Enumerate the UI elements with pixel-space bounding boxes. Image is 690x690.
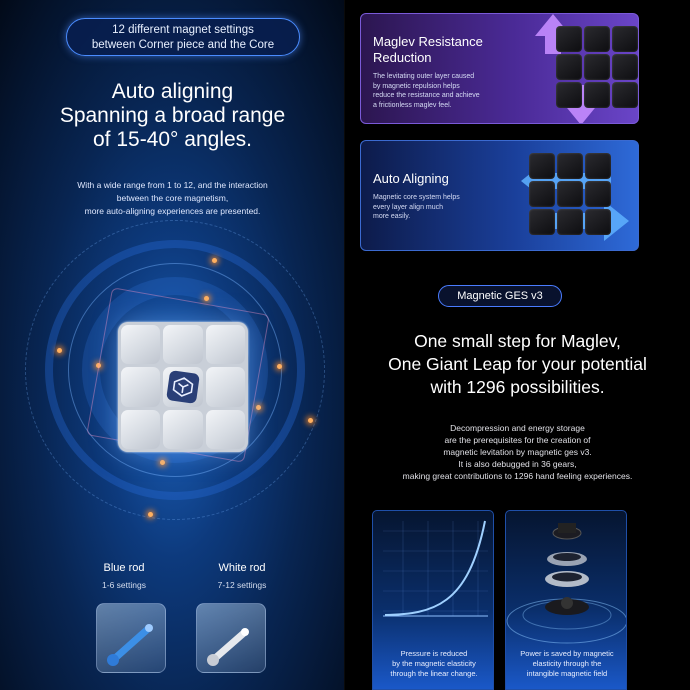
info1-line-1: Pressure is reduced bbox=[400, 649, 468, 658]
spark-dot bbox=[160, 460, 165, 465]
cube-tile bbox=[163, 325, 202, 364]
heading-line-2: Spanning a broad range bbox=[59, 104, 286, 127]
cube-tile bbox=[206, 410, 245, 449]
card2-desc-line-2: every layer align much bbox=[373, 203, 444, 211]
cube-tile bbox=[206, 367, 245, 406]
cube-tile bbox=[163, 410, 202, 449]
right-heading-line-2: One Giant Leap for your potential bbox=[388, 354, 647, 374]
blue-rod-title: Blue rod bbox=[103, 562, 145, 574]
spark-dot bbox=[256, 405, 261, 410]
card1-title-line-1: Maglev Resistance bbox=[373, 34, 483, 49]
info2-line-3: intangible magnetic field bbox=[526, 669, 608, 678]
cube-tile bbox=[206, 325, 245, 364]
badge-line-2: between Corner piece and the Core bbox=[91, 39, 275, 51]
cube-tile bbox=[121, 410, 160, 449]
card2-desc-line-1: Magnetic core system helps bbox=[373, 194, 460, 201]
card2-description bbox=[373, 193, 513, 222]
spark-dot bbox=[57, 348, 62, 353]
maglev-heading bbox=[345, 330, 690, 399]
spark-dot bbox=[277, 364, 282, 369]
auto-aligning-heading bbox=[0, 80, 345, 152]
card1-desc-line-1: The levitating outer layer caused bbox=[373, 73, 475, 80]
right-sub-line-2: are the prerequisites for the creation of bbox=[444, 435, 591, 445]
sub-line-1: With a wide range from 1 to 12, and the interaction bbox=[77, 180, 268, 190]
magnetic-ges-badge: Magnetic GES v3 bbox=[438, 285, 562, 307]
speed-cube-image bbox=[118, 322, 248, 452]
spark-dot bbox=[308, 418, 313, 423]
maglev-description bbox=[345, 422, 690, 482]
power-info-card bbox=[505, 510, 627, 690]
badge-line-1: 12 different magnet settings bbox=[112, 24, 254, 36]
card2-desc-line-3: more easily. bbox=[373, 213, 411, 220]
cube-tile bbox=[121, 325, 160, 364]
info1-line-2: by the magnetic elasticity bbox=[392, 659, 476, 668]
card1-desc-line-3: reduce the resistance and achieve bbox=[373, 92, 480, 99]
sub-line-2: between the core magnetism, bbox=[116, 193, 229, 203]
right-sub-line-3: magnetic levitation by magnetic ges v3. bbox=[443, 447, 592, 457]
right-sub-line-5: making great contributions to 1296 hand feeling experiences. bbox=[402, 471, 633, 481]
white-rod-settings: 7-12 settings bbox=[217, 580, 267, 590]
info1-line-3: through the linear change. bbox=[390, 669, 478, 678]
dark-cube-image bbox=[529, 153, 611, 235]
card2-title bbox=[373, 171, 449, 187]
right-sub-line-4: It is also debugged in 36 gears, bbox=[458, 459, 577, 469]
cube-tile bbox=[121, 367, 160, 406]
card2-title-line-1: Auto Aligning bbox=[373, 171, 449, 186]
spark-dot bbox=[204, 296, 209, 301]
heading-line-3: of 15-40° angles. bbox=[92, 128, 252, 151]
auto-aligning-card bbox=[360, 140, 639, 251]
sub-line-3: more auto-aligning experiences are presented. bbox=[84, 206, 261, 216]
right-heading-line-3: with 1296 possibilities. bbox=[430, 377, 605, 397]
card1-desc-line-2: by magnetic repulsion helps bbox=[373, 82, 460, 90]
card1-desc-line-4: a frictionless maglev feel. bbox=[373, 101, 452, 109]
elasticity-curve-graphic bbox=[373, 511, 494, 641]
right-heading-line-1: One small step for Maglev, bbox=[414, 331, 621, 351]
power-info-text bbox=[506, 649, 627, 679]
blue-rod-corner-piece bbox=[96, 603, 166, 673]
magnet-settings-badge bbox=[66, 18, 300, 56]
auto-aligning-description bbox=[40, 179, 305, 218]
right-sub-line-1: Decompression and energy storage bbox=[450, 423, 585, 433]
white-rod-title: White rod bbox=[218, 562, 266, 574]
gan-logo-icon bbox=[166, 370, 200, 404]
maglev-resistance-card bbox=[360, 13, 639, 124]
dark-cube-image bbox=[556, 26, 638, 108]
white-rod-corner-piece bbox=[196, 603, 266, 673]
spark-dot bbox=[212, 258, 217, 263]
heading-line-1: Auto aligning bbox=[111, 80, 234, 103]
pressure-info-card bbox=[372, 510, 494, 690]
spark-dot bbox=[148, 512, 153, 517]
blue-rod-settings: 1-6 settings bbox=[102, 580, 146, 590]
card1-title-line-2: Reduction bbox=[373, 50, 432, 65]
card1-title bbox=[373, 34, 483, 66]
cube-center-tile bbox=[163, 367, 202, 406]
info2-line-2: elasticity through the bbox=[532, 659, 602, 668]
info2-line-1: Power is saved by magnetic bbox=[520, 649, 614, 658]
pressure-info-text bbox=[373, 649, 494, 679]
card1-description bbox=[373, 72, 513, 110]
magnetic-core-graphic bbox=[506, 511, 627, 646]
